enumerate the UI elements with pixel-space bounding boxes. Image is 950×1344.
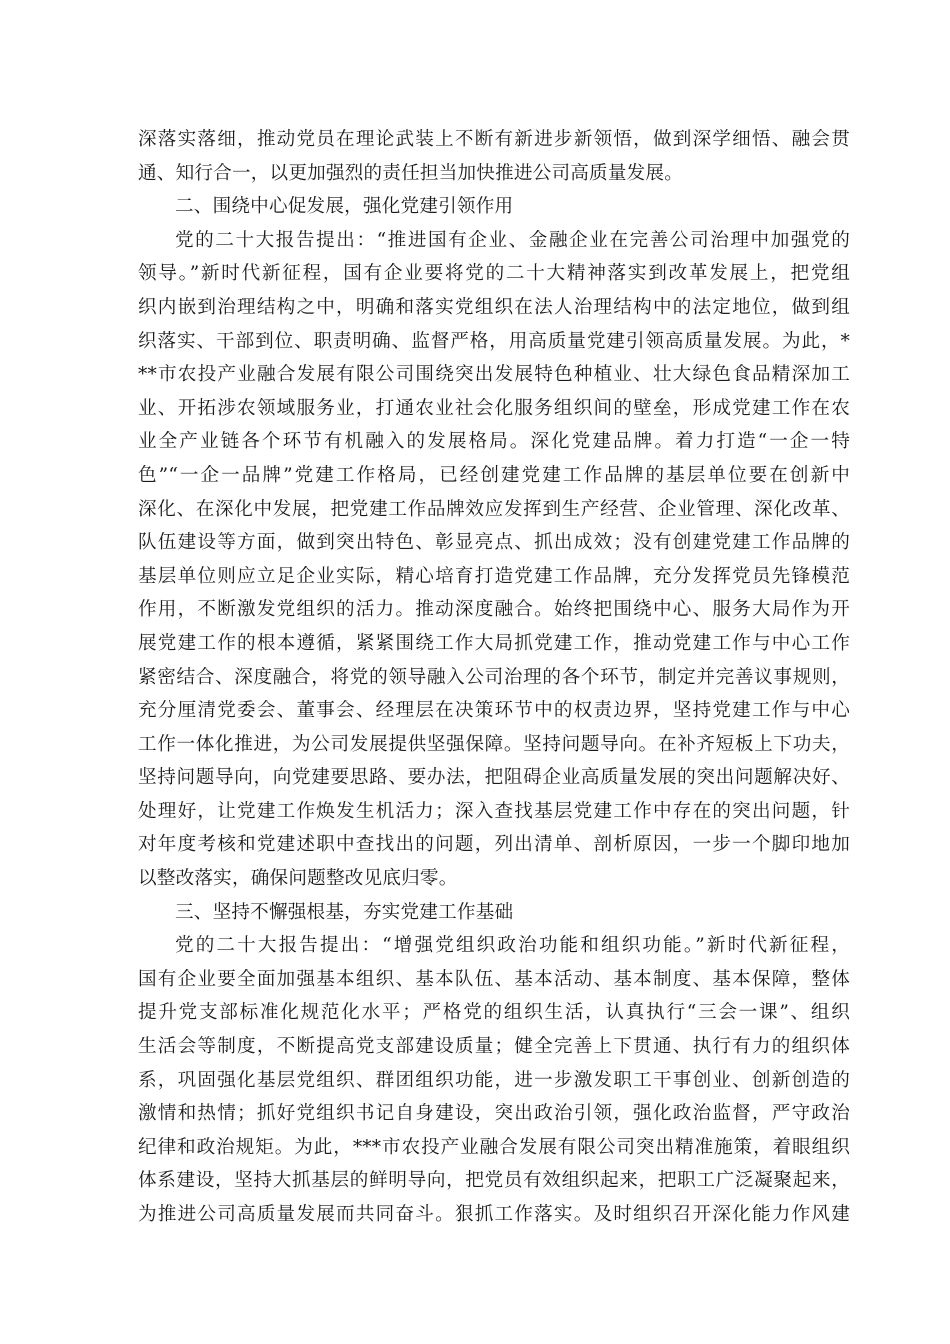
text-line: 紧密结合、深度融合，将党的领导融入公司治理的各个环节，制定并完善议事规则， xyxy=(138,666,850,688)
text-line: 提升党支部标准化规范化水平；严格党的组织生活，认真执行“三会一课”、组织 xyxy=(138,1002,850,1024)
text-line: 纪律和政治规矩。为此，***市农投产业融合发展有限公司突出精准施策，着眼组织 xyxy=(138,1136,850,1158)
section-heading: 二、围绕中心促发展，强化党建引领作用 xyxy=(175,196,514,218)
text-line: 党的二十大报告提出：“增强党组织政治功能和组织功能。”新时代新征程， xyxy=(175,935,850,957)
text-line: 色”“一企一品牌”党建工作格局，已经创建党建工作品牌的基层单位要在创新中 xyxy=(138,464,850,486)
text-line: 工作一体化推进，为公司发展提供坚强保障。坚持问题导向。在补齐短板上下功夫， xyxy=(138,733,850,755)
text-line: 党的二十大报告提出：“推进国有企业、金融企业在完善公司治理中加强党的 xyxy=(175,229,850,251)
text-line: 充分厘清党委会、董事会、经理层在决策环节中的权责边界，坚持党建工作与中心 xyxy=(138,700,850,722)
text-line: 展党建工作的根本遵循，紧紧围绕工作大局抓党建工作，推动党建工作与中心工作 xyxy=(138,632,850,654)
text-line: 国有企业要全面加强基本组织、基本队伍、基本活动、基本制度、基本保障，整体 xyxy=(138,968,850,990)
text-line: 织落实、干部到位、职责明确、监督严格，用高质量党建引领高质量发展。为此，* xyxy=(138,330,850,352)
text-line: 深化、在深化中发展，把党建工作品牌效应发挥到生产经营、企业管理、深化改革、 xyxy=(138,498,850,520)
text-line: **市农投产业融合发展有限公司围绕突出发展特色种植业、壮大绿色食品精深加工 xyxy=(138,364,850,386)
text-line: 生活会等制度，不断提高党支部建设质量；健全完善上下贯通、执行有力的组织体 xyxy=(138,1036,850,1058)
text-line: 作用，不断激发党组织的活力。推动深度融合。始终把围绕中心、服务大局作为开 xyxy=(138,599,850,621)
text-line: 处理好，让党建工作焕发生机活力；深入查找基层党建工作中存在的突出问题，针 xyxy=(138,800,850,822)
text-line: 为推进公司高质量发展而共同奋斗。狠抓工作落实。及时组织召开深化能力作风建 xyxy=(138,1204,850,1225)
text-line: 激情和热情；抓好党组织书记自身建设，突出政治引领，强化政治监督，严守政治 xyxy=(138,1103,850,1125)
text-line: 基层单位则应立足企业实际，精心培育打造党建工作品牌，充分发挥党员先锋模范 xyxy=(138,565,850,587)
text-line: 以整改落实，确保问题整改见底归零。 xyxy=(138,868,458,890)
section-heading: 三、坚持不懈强根基，夯实党建工作基础 xyxy=(175,901,514,923)
text-line: 对年度考核和党建述职中查找出的问题，列出清单、剖析原因，一步一个脚印地加 xyxy=(138,834,850,856)
text-line: 坚持问题导向，向党建要思路、要办法，把阻碍企业高质量发展的突出问题解决好、 xyxy=(138,767,850,789)
text-line: 队伍建设等方面，做到突出特色、彰显亮点、抓出成效；没有创建党建工作品牌的 xyxy=(138,532,850,554)
document-body xyxy=(138,123,850,1232)
text-line: 织内嵌到治理结构之中，明确和落实党组织在法人治理结构中的法定地位，做到组 xyxy=(138,296,850,318)
text-line: 业、开拓涉农领域服务业，打通农业社会化服务组织间的壁垒，形成党建工作在农 xyxy=(138,397,850,419)
text-line: 深落实落细，推动党员在理论武装上不断有新进步新领悟，做到深学细悟、融会贯 xyxy=(138,129,850,150)
text-line: 通、知行合一，以更加强烈的责任担当加快推进公司高质量发展。 xyxy=(138,162,684,184)
text-line: 领导。”新时代新征程，国有企业要将党的二十大精神落实到改革发展上，把党组 xyxy=(138,263,850,285)
text-line: 系，巩固强化基层党组织、群团组织功能，进一步激发职工干事创业、创新创造的 xyxy=(138,1069,850,1091)
text-line: 业全产业链各个环节有机融入的发展格局。深化党建品牌。着力打造“一企一特 xyxy=(138,431,850,453)
text-line: 体系建设，坚持大抓基层的鲜明导向，把党员有效组织起来，把职工广泛凝聚起来， xyxy=(138,1170,850,1192)
